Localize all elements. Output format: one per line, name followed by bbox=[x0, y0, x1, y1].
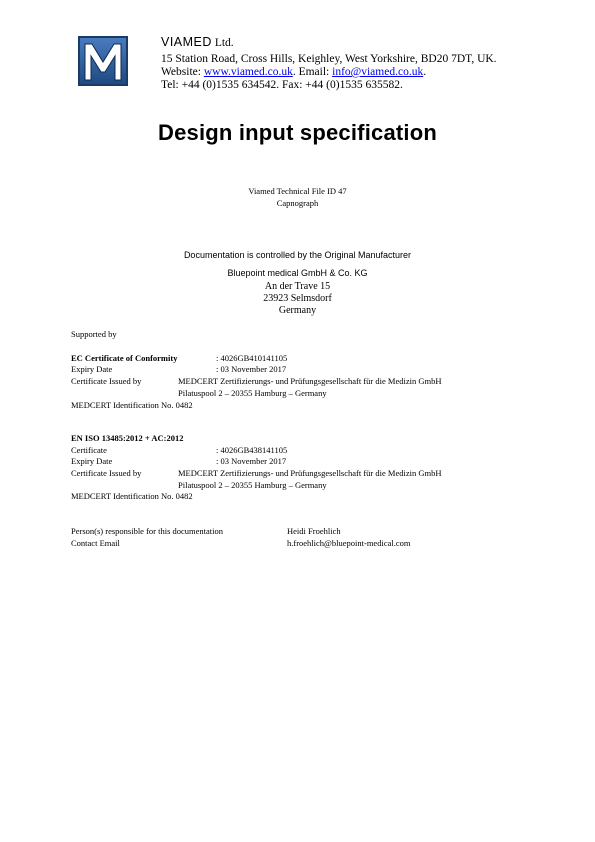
ec-expiry-date: : 03 November 2017 bbox=[216, 364, 287, 374]
manufacturer-name: Bluepoint medical GmbH & Co. KG bbox=[227, 268, 368, 278]
company-name bbox=[161, 36, 234, 49]
manufacturer-city: 23923 Selmsdorf bbox=[263, 293, 332, 304]
email-label: . Email: bbox=[292, 66, 333, 78]
brand-suffix: Ltd. bbox=[211, 37, 234, 49]
responsible-name: Heidi Froehlich bbox=[287, 526, 341, 536]
iso-issuer: MEDCERT Zertifizierungs- und Prüfungsgesellschaft für die Medizin GmbH bbox=[178, 468, 442, 478]
iso-issuer-address: Pilatuspool 2 – 20355 Hamburg – Germany bbox=[178, 480, 327, 490]
manufacturer-country: Germany bbox=[278, 305, 317, 316]
phone-line: Tel: +44 (0)1535 634542. Fax: +44 (0)1535 635582. bbox=[161, 79, 403, 91]
product-name: Capnograph bbox=[276, 198, 319, 208]
ec-cert-number: : 4026GB410141105 bbox=[216, 353, 288, 363]
page-title: Design input specification bbox=[157, 120, 437, 145]
iso-cert-heading: EN ISO 13485:2012 + AC:2012 bbox=[71, 433, 184, 443]
email-link[interactable]: info@viamed.co.uk bbox=[332, 66, 424, 78]
ec-issuer: MEDCERT Zertifizierungs- und Prüfungsgesellschaft für die Medizin GmbH bbox=[178, 376, 442, 386]
iso-cert-number: : 4026GB438141105 bbox=[216, 445, 288, 455]
iso-expiry-date: : 03 November 2017 bbox=[216, 456, 287, 466]
ec-expiry-label: Expiry Date bbox=[71, 364, 113, 374]
viamed-logo-icon bbox=[78, 36, 128, 86]
responsible-label: Person(s) responsible for this documentation bbox=[71, 526, 224, 536]
iso-expiry-label: Expiry Date bbox=[71, 456, 113, 466]
supported-by-label: Supported by bbox=[71, 329, 117, 339]
iso-cert-label: Certificate bbox=[71, 445, 107, 455]
ec-issuer-address: Pilatuspool 2 – 20355 Hamburg – Germany bbox=[178, 388, 327, 398]
website-label: Website: bbox=[161, 66, 204, 78]
company-address: 15 Station Road, Cross Hills, Keighley, West Yorkshire, BD20 7DT, UK. bbox=[161, 53, 497, 65]
email-end: . bbox=[423, 66, 427, 78]
manufacturer-street: An der Trave 15 bbox=[264, 281, 331, 292]
controlled-by-statement: Documentation is controlled by the Original Manufacturer bbox=[183, 250, 412, 260]
technical-file-id: Viamed Technical File ID 47 bbox=[248, 186, 347, 196]
contact-email-label: Contact Email bbox=[71, 538, 120, 548]
contact-email: h.froehlich@bluepoint-medical.com bbox=[287, 538, 411, 548]
brand-name: VIAMED bbox=[161, 35, 212, 49]
ec-issued-label: Certificate Issued by bbox=[71, 376, 142, 386]
ec-identification: MEDCERT Identification No. 0482 bbox=[71, 400, 193, 410]
contact-line bbox=[161, 66, 426, 78]
iso-identification: MEDCERT Identification No. 0482 bbox=[71, 491, 193, 501]
ec-cert-heading: EC Certificate of Conformity bbox=[71, 353, 178, 363]
iso-issued-label: Certificate Issued by bbox=[71, 468, 142, 478]
website-link[interactable]: www.viamed.co.uk bbox=[203, 66, 293, 78]
